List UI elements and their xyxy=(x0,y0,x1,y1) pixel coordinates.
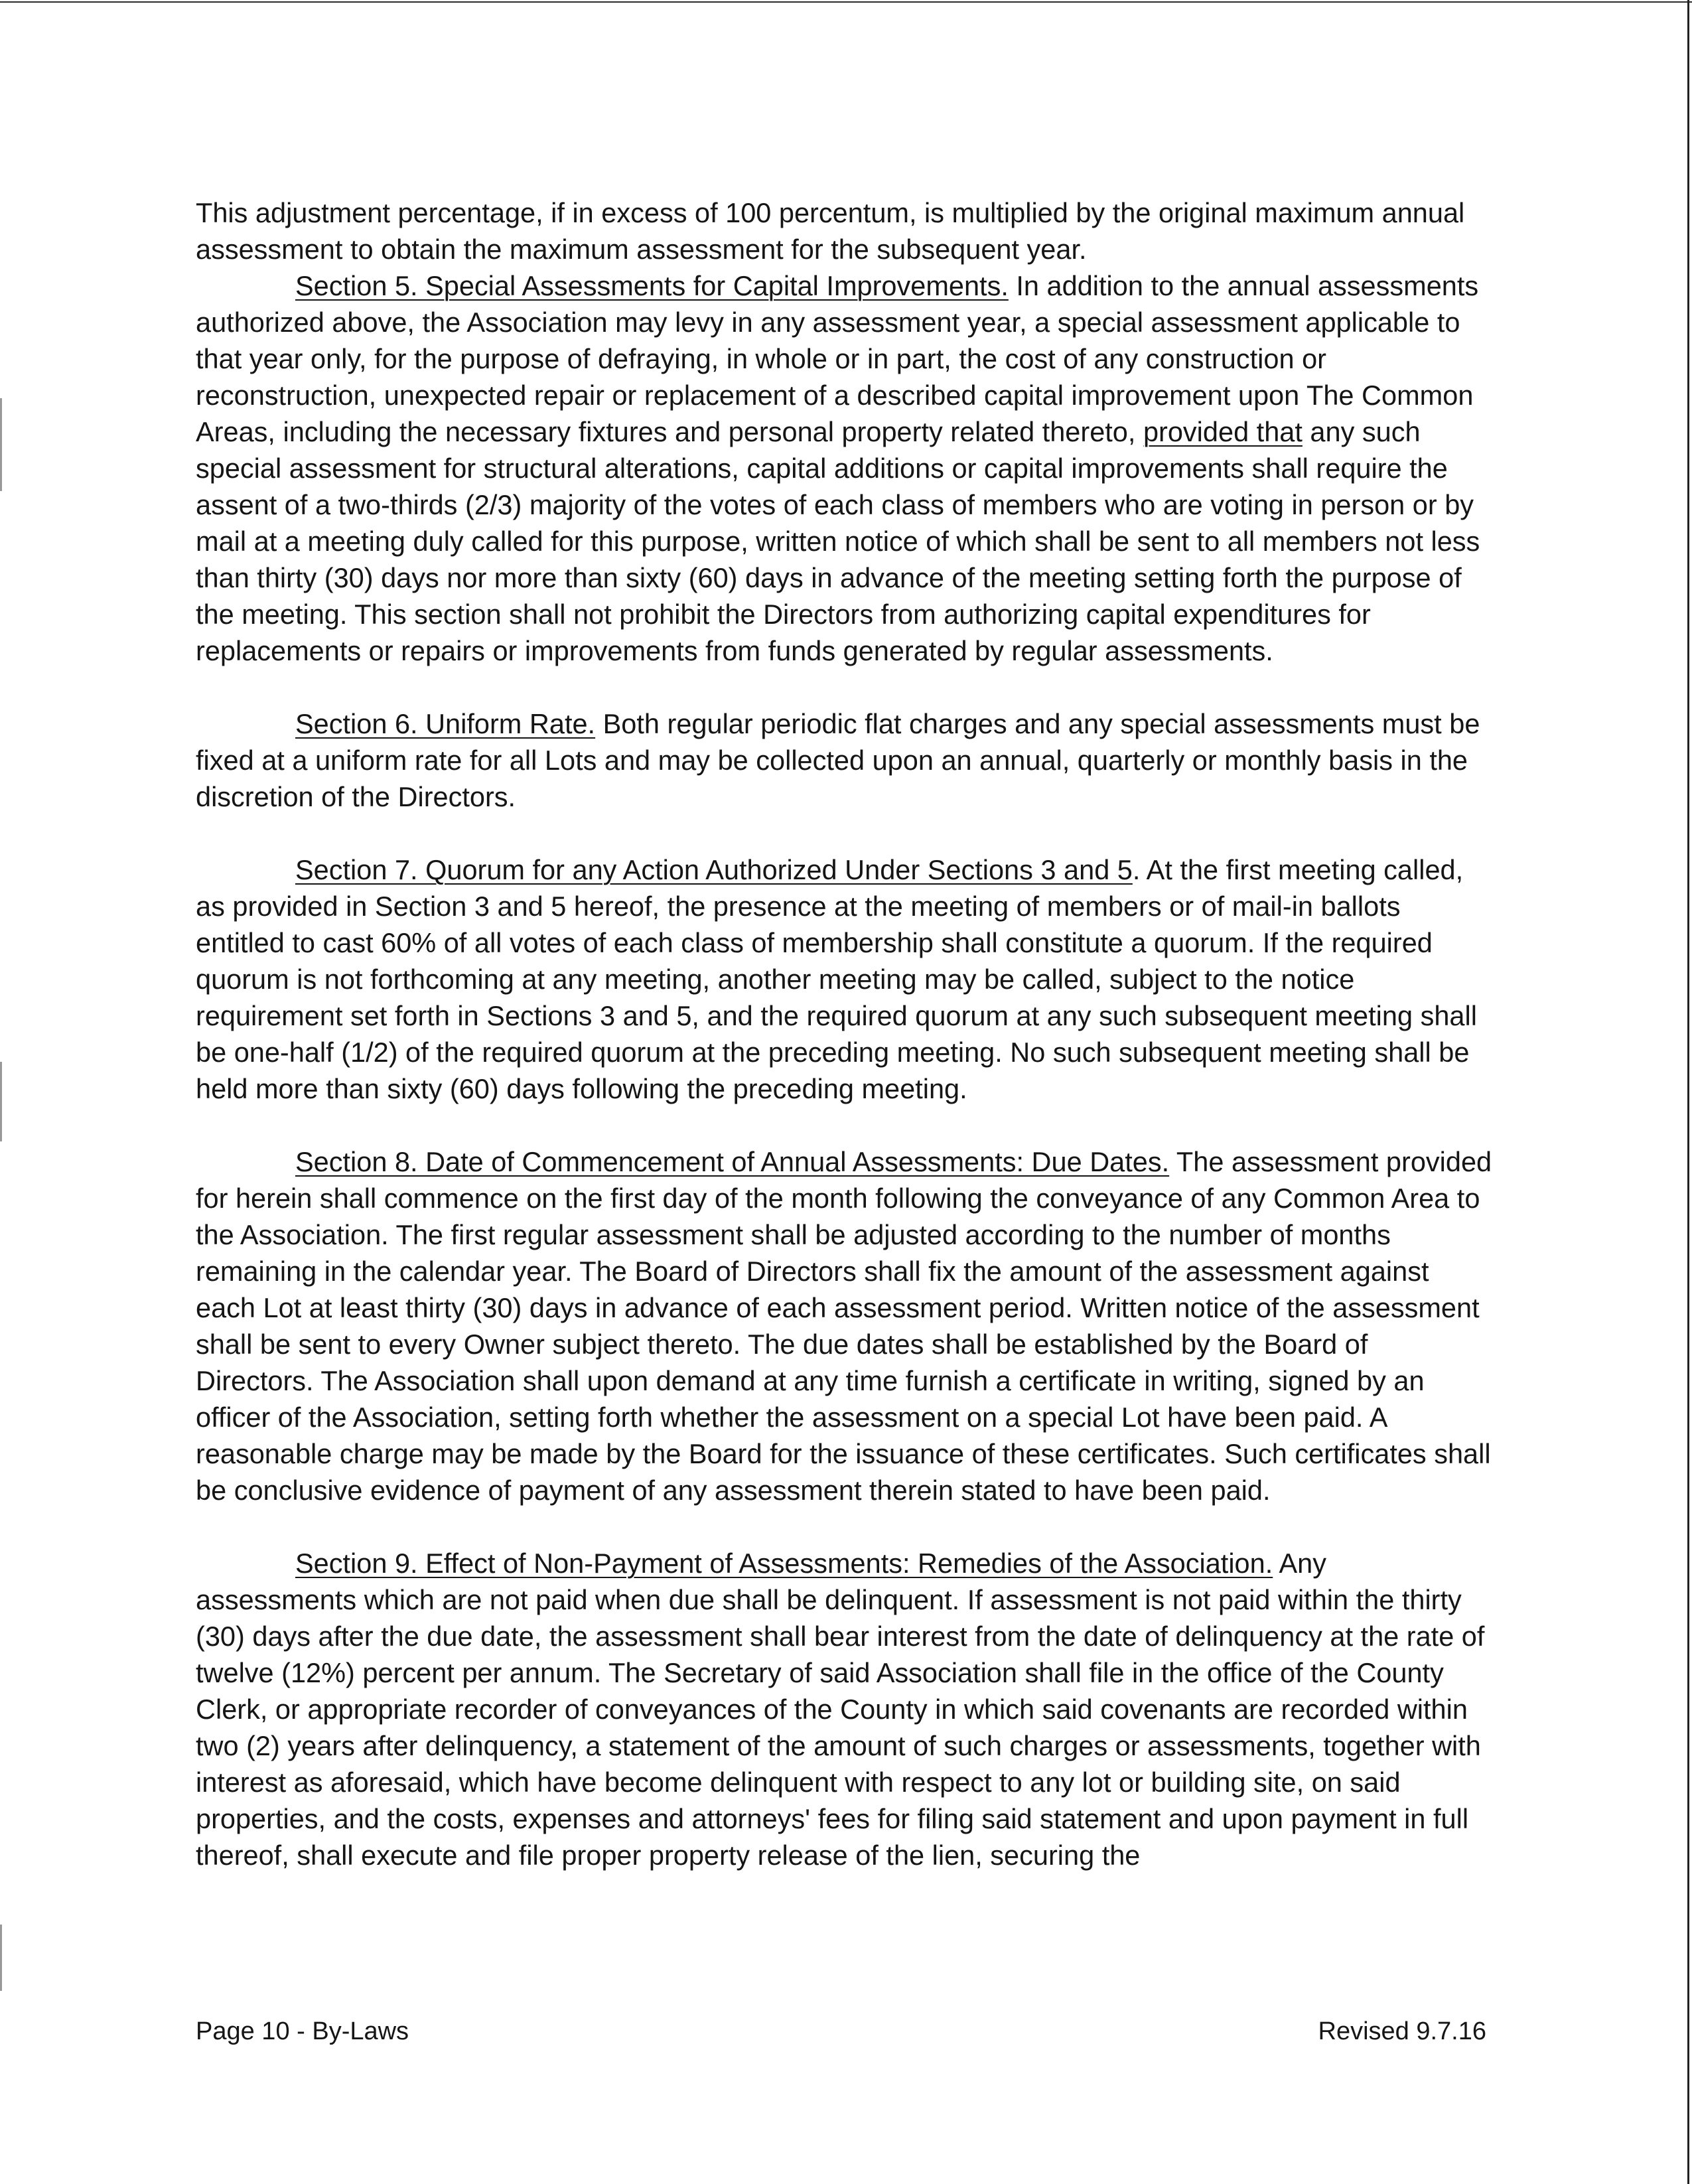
page-number-footer: Page 10 - By-Laws xyxy=(196,2017,409,2045)
section-6-text: Both regular periodic flat charges and any special assessments must be fixed at a uniform rate for all Lots and may be collected upon an annual, quarterly or monthly basis in the discretion of the Directors. xyxy=(196,708,1480,812)
section-6-paragraph xyxy=(196,705,1493,815)
section-8-heading: Section 8. Date of Commencement of Annual Assessments: Due Dates. xyxy=(295,1146,1170,1177)
section-5-emphasis: provided that xyxy=(1143,416,1303,447)
section-9-text: Any assessments which are not paid when due shall be delinquent. If assessment is not paid within the thirty (30) days after the due date, the assessment shall bear interest from the date of delinquency at the rate of twelve (12%) percent per annum. The Secretary of said Association shall file in the office of the County Clerk, or appropriate recorder of conveyances of the County in which said covenants are recorded within two (2) years after delinquency, a statement of the amount of such charges or assessments, together with interest as aforesaid, which have become delinquent with respect to any lot or building site, on said properties, and the costs, expenses and attorneys' fees for filing said statement and upon payment in full thereof, shall execute and file proper property release of the lien, securing the xyxy=(196,1548,1485,1871)
scan-left-mark xyxy=(0,398,2,491)
section-7-heading: Section 7. Quorum for any Action Authorized Under Sections 3 and 5 xyxy=(295,854,1133,885)
section-8-text: The assessment provided for herein shall commence on the first day of the month following the conveyance of any Common Area to the Association. The first regular assessment shall be adjusted according to the number of months remaining in the calendar year. The Board of Directors shall fix the amount of the assessment against each Lot at least thirty (30) days in advance of each assessment period. Written notice of the assessment shall be sent to every Owner subject thereto. The due dates shall be established by the Board of Directors. The Association shall upon demand at any time furnish a certificate in writing, signed by an officer of the Association, setting forth whether the assessment on a special Lot have been paid. A reasonable charge may be made by the Board for the issuance of these certificates. Such certificates shall be conclusive evidence of payment of any assessment therein stated to have been paid. xyxy=(196,1146,1492,1506)
scan-left-mark xyxy=(0,1925,2,1991)
section-7-text: . At the first meeting called, as provided in Section 3 and 5 hereof, the presence at the meeting of members or of mail-in ballots entitled to cast 60% of all votes of each class of membership shall constitute a quorum. If the required quorum is not forthcoming at any meeting, another meeting may be called, subject to the notice requirement set forth in Sections 3 and 5, and the required quorum at any such subsequent meeting shall be one-half (1/2) of the required quorum at the preceding meeting. No such subsequent meeting shall be held more than sixty (60) days following the preceding meeting. xyxy=(196,854,1477,1104)
revision-date-footer: Revised 9.7.16 xyxy=(1318,2017,1486,2045)
section-8-paragraph xyxy=(196,1143,1493,1508)
section-5-paragraph xyxy=(196,267,1493,669)
section-7-paragraph xyxy=(196,851,1493,1107)
section-6-heading: Section 6. Uniform Rate. xyxy=(295,708,596,739)
section-5-text-a: In addition to the annual assessments authorized above, the Association may levy in any assessment year, a special assessment applicable to that year only, for the purpose of defraying, in whole or in part, the cost of any construction or reconstruction, unexpected repair or replacement of a described capital improvement upon The Common Areas, including the necessary fixtures and personal property related thereto, xyxy=(196,270,1479,447)
section-5-heading: Section 5. Special Assessments for Capital Improvements. xyxy=(295,270,1009,301)
scan-left-mark xyxy=(0,1062,2,1141)
scan-top-border xyxy=(0,1,1692,3)
document-body xyxy=(196,194,1493,1873)
section-5-text-b: any such special assessment for structural alterations, capital additions or capital improvements shall require the assent of a two-thirds (2/3) majority of the votes of each class of members who are voting in person or by mail at a meeting duly called for this purpose, written notice of which shall be sent to all members not less than thirty (30) days nor more than sixty (60) days in advance of the meeting setting forth the purpose of the meeting. This section shall not prohibit the Directors from authorizing capital expenditures for replacements or repairs or improvements from funds generated by regular assessments. xyxy=(196,416,1480,666)
section-9-heading: Section 9. Effect of Non-Payment of Assessments: Remedies of the Association. xyxy=(295,1548,1273,1579)
scan-right-border xyxy=(1687,0,1689,2184)
intro-paragraph: This adjustment percentage, if in excess of 100 percentum, is multiplied by the original maximum annual assessment to obtain the maximum assessment for the subsequent year. xyxy=(196,197,1465,265)
section-9-paragraph xyxy=(196,1545,1493,1873)
